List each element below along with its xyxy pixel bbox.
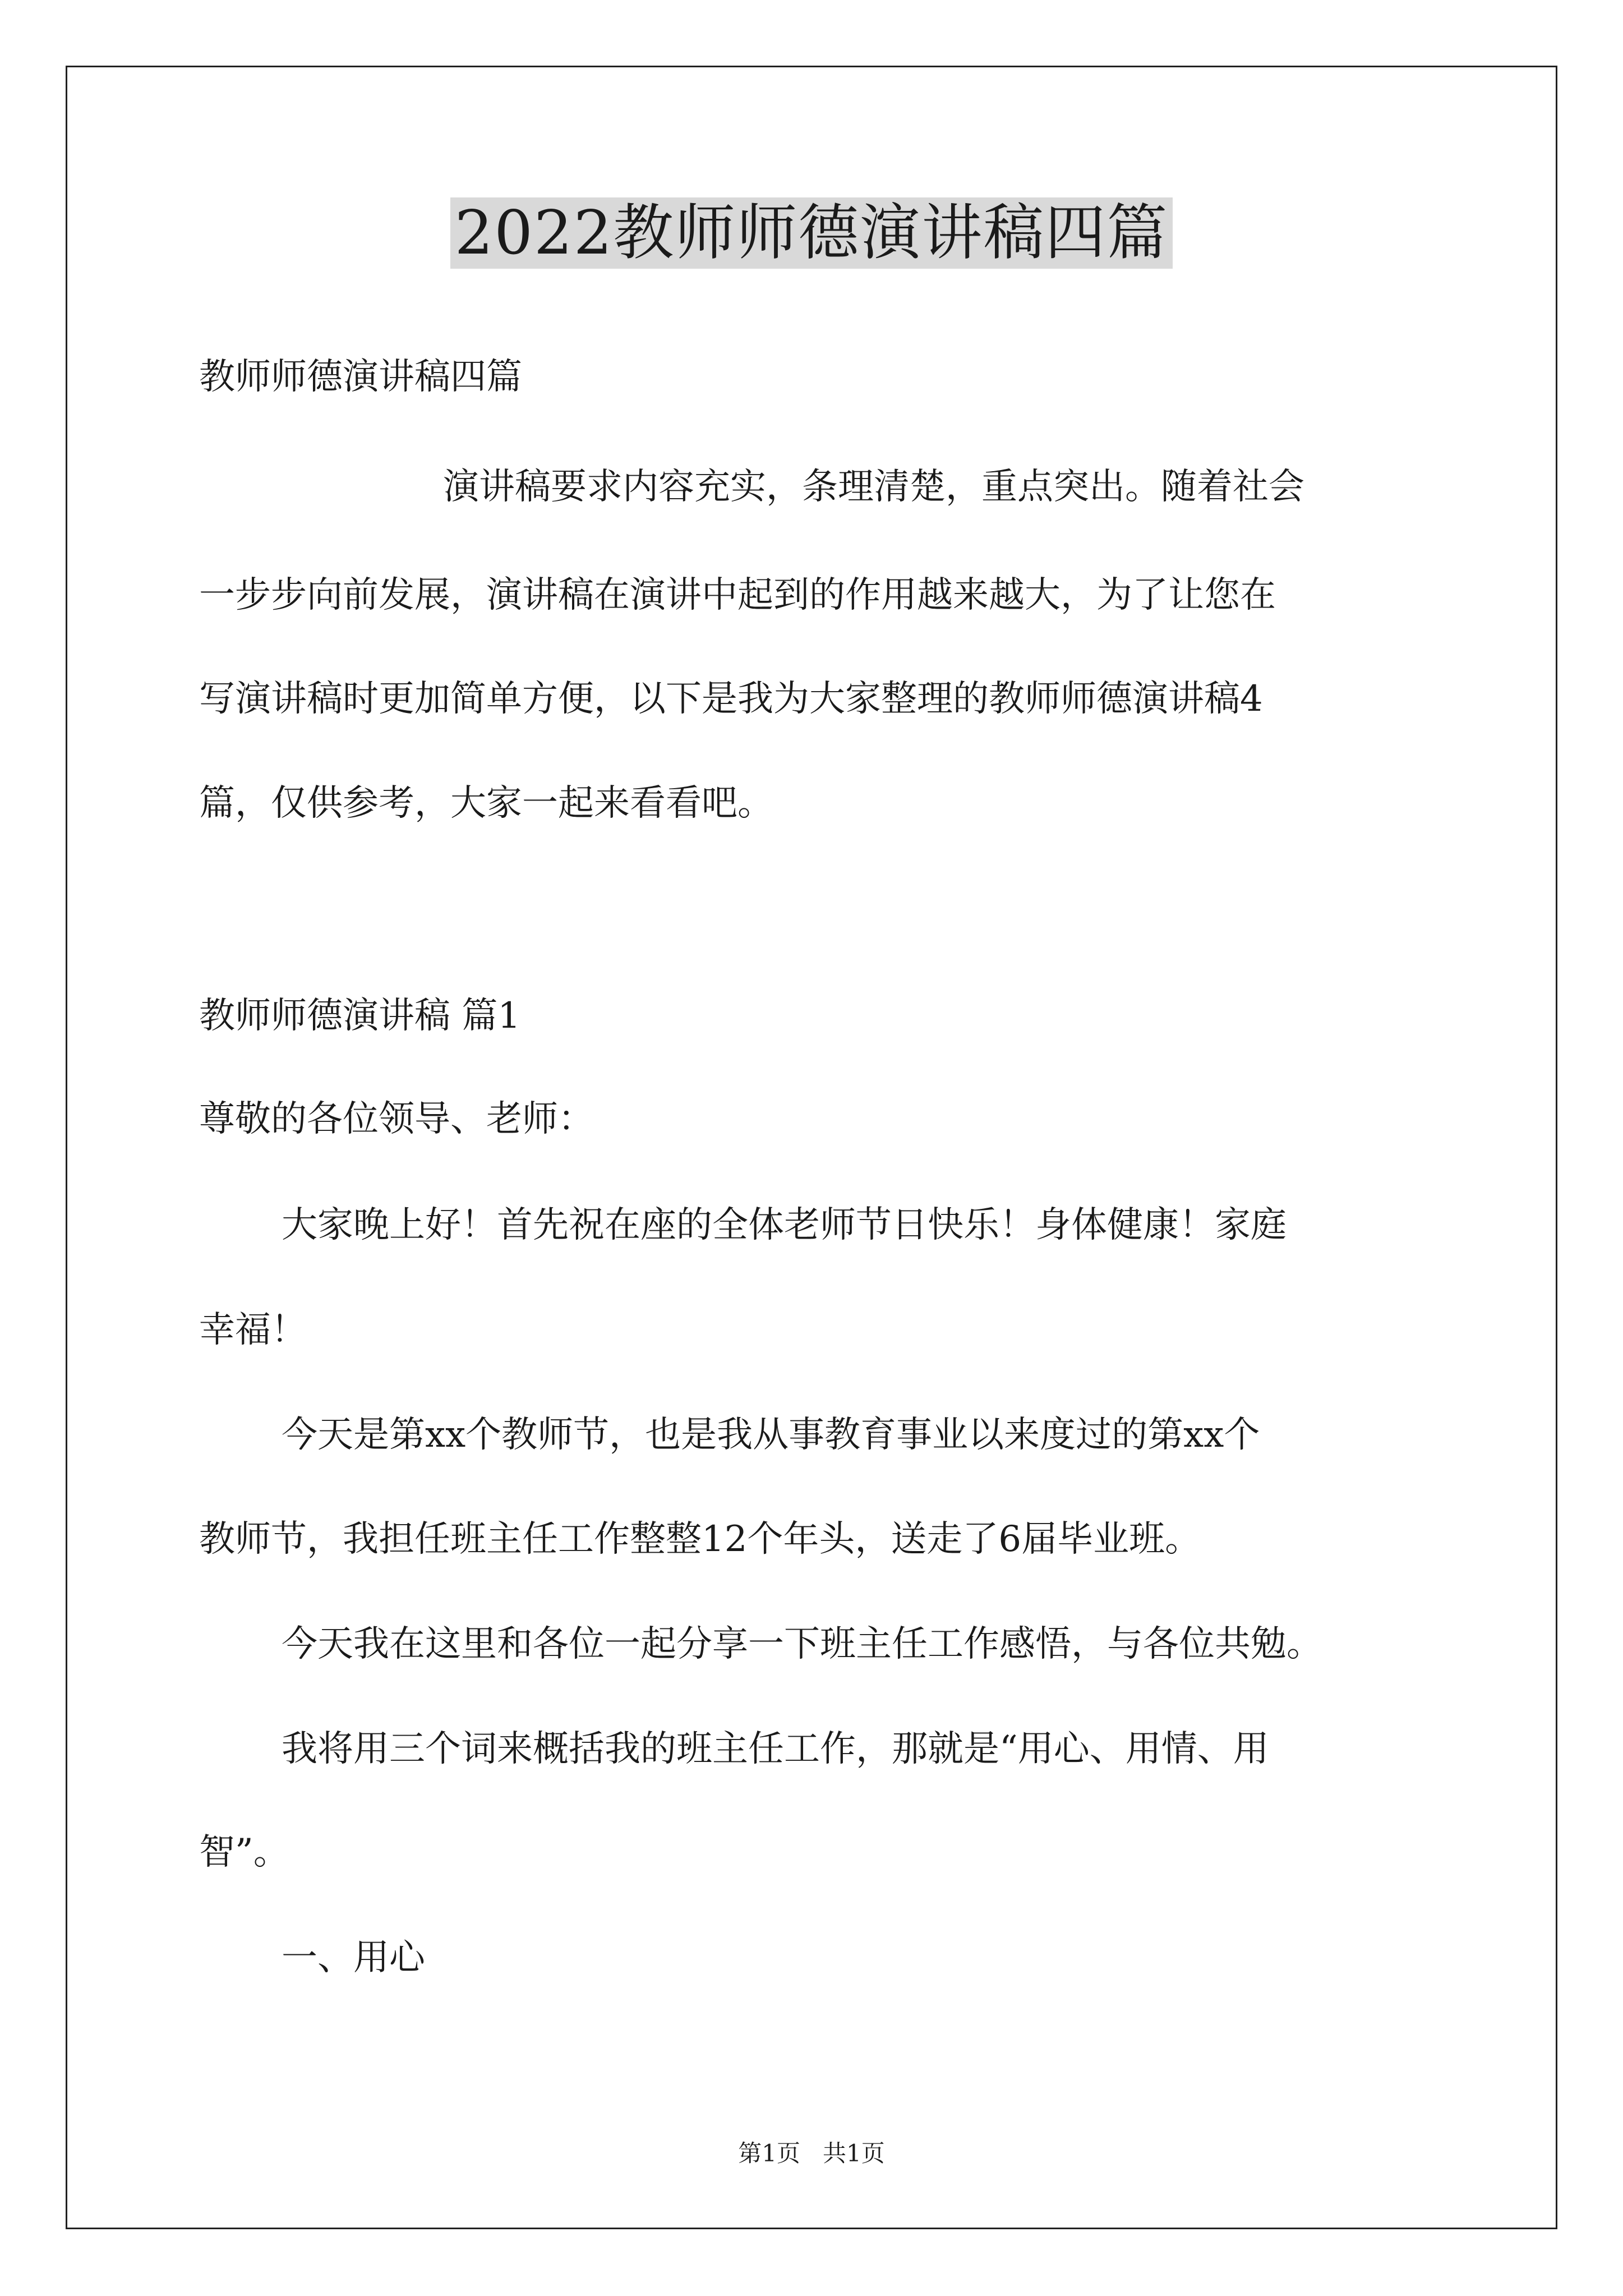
body-line-7: 智”。 (199, 1832, 289, 1873)
body-line-6: 我将用三个词来概括我的班主任工作，那就是“用心、用情、用 (282, 1728, 1269, 1770)
page-footer: 第1页 共1页 (738, 2139, 885, 2167)
intro-line-1: 演讲稿要求内容充实，条理清楚，重点突出。随着社会 (443, 466, 1304, 508)
document-title: 2022教师师德演讲稿四篇 (450, 197, 1173, 269)
body-line-5: 今天我在这里和各位一起分享一下班主任工作感悟，与各位共勉。 (282, 1623, 1322, 1665)
body-line-4: 教师节，我担任班主任工作整整12个年头，送走了6届毕业班。 (199, 1519, 1201, 1560)
body-line-3: 今天是第xx个教师节，也是我从事教育事业以来度过的第xx个 (282, 1414, 1260, 1456)
body-line-8: 一、用心 (282, 1937, 425, 1978)
intro-line-4: 篇，仅供参考，大家一起来看看吧。 (199, 783, 773, 824)
salutation-line: 尊敬的各位领导、老师： (199, 1098, 594, 1140)
intro-line-3: 写演讲稿时更加简单方便，以下是我为大家整理的教师师德演讲稿4 (199, 678, 1263, 720)
intro-line-2: 一步步向前发展，演讲稿在演讲中起到的作用越来越大，为了让您在 (199, 574, 1276, 616)
body-line-1: 大家晚上好！首先祝在座的全体老师节日快乐！身体健康！家庭 (282, 1204, 1287, 1246)
section-heading: 教师师德演讲稿 篇1 (199, 995, 521, 1037)
subtitle-line: 教师师德演讲稿四篇 (199, 356, 522, 398)
body-line-2: 幸福！ (199, 1309, 307, 1351)
